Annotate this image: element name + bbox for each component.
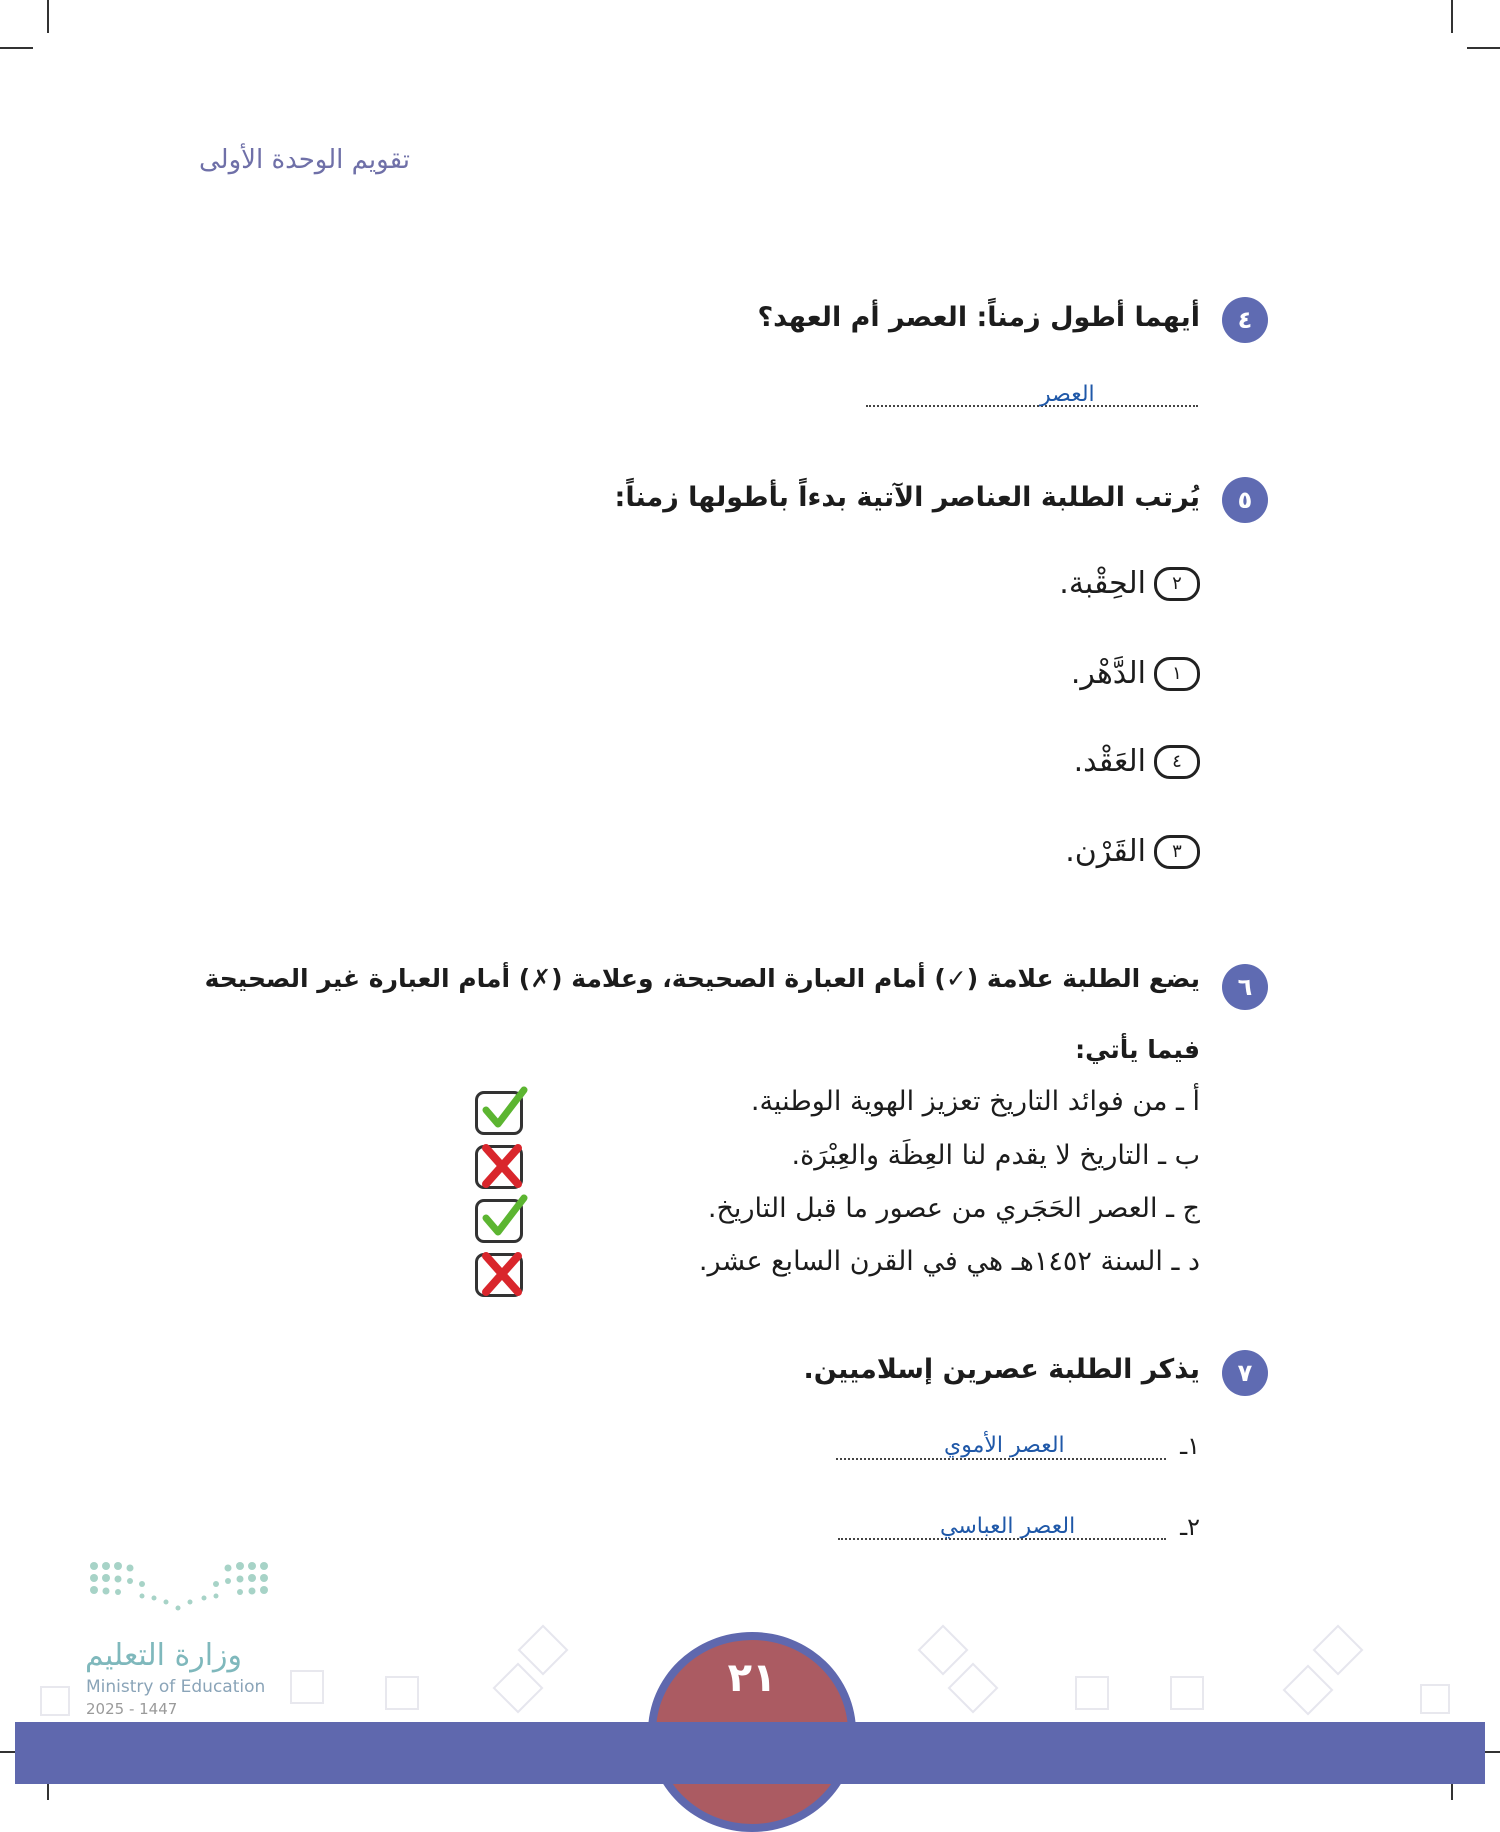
check-icon	[478, 1192, 530, 1244]
crop-mark	[1467, 47, 1500, 49]
crop-mark	[0, 47, 33, 49]
question-7-text: يذكر الطلبة عصرين إسلاميين.	[803, 1354, 1200, 1385]
question-7-badge: ٧	[1222, 1350, 1268, 1396]
question-6-text-continued: فيما يأتي:	[1075, 1035, 1200, 1064]
decorative-diamond	[1283, 1665, 1334, 1716]
decorative-diamond	[518, 1625, 569, 1676]
statement-d-checkbox[interactable]	[475, 1253, 523, 1297]
question-4-text: أيهما أطول زمناً: العصر أم العهد؟	[757, 302, 1200, 333]
crop-mark	[1451, 0, 1453, 33]
decorative-square	[290, 1670, 324, 1704]
q7-answer-1[interactable]: العصر الأموي	[944, 1433, 1065, 1458]
decorative-square	[385, 1676, 419, 1710]
order-item-label: الدَّهْر.	[1070, 656, 1146, 691]
check-icon	[478, 1084, 530, 1136]
question-5-text: يُرتب الطلبة العناصر الآتية بدءاً بأطولها زمناً:	[614, 482, 1200, 513]
q7-answer-1-line	[836, 1458, 1166, 1460]
order-item	[1071, 656, 1200, 691]
page-number: ٢١	[727, 1655, 777, 1701]
statement-a-checkbox[interactable]	[475, 1091, 523, 1135]
decorative-square	[1420, 1684, 1450, 1714]
ministry-name-arabic: وزارة التعليم	[85, 1638, 243, 1673]
q7-answer-2[interactable]: العصر العباسي	[940, 1514, 1076, 1539]
order-item	[1059, 566, 1200, 601]
order-number-input[interactable]: ٢	[1154, 567, 1200, 601]
decorative-square	[1170, 1676, 1204, 1710]
decorative-diamond	[948, 1663, 999, 1714]
order-item	[1065, 834, 1200, 869]
decorative-diamond	[1313, 1625, 1364, 1676]
bottom-band	[15, 1722, 1485, 1784]
q4-answer[interactable]: العصر	[1040, 382, 1095, 407]
q7-answer-1-label: ١ـ	[1180, 1432, 1200, 1460]
order-number-input[interactable]: ٤	[1154, 745, 1200, 779]
question-4-badge: ٤	[1222, 297, 1268, 343]
statement-c-checkbox[interactable]	[475, 1199, 523, 1243]
order-number-input[interactable]: ١	[1154, 657, 1200, 691]
question-6-badge: ٦	[1222, 964, 1268, 1010]
q7-answer-2-label: ٢ـ	[1180, 1513, 1200, 1541]
order-number-input[interactable]: ٣	[1154, 835, 1200, 869]
q4-answer-line	[866, 405, 1198, 407]
ministry-name-english: Ministry of Education	[86, 1677, 266, 1697]
crop-mark	[47, 0, 49, 33]
statement-c: ج ـ العصر الحَجَري من عصور ما قبل التاريخ.	[707, 1193, 1200, 1224]
ministry-logo-icon	[88, 1560, 270, 1620]
order-item	[1074, 744, 1200, 779]
cross-icon	[478, 1138, 530, 1190]
statement-d: د ـ السنة ١٤٥٢هـ هي في القرن السابع عشر.	[698, 1246, 1200, 1277]
statement-b: ب ـ التاريخ لا يقدم لنا العِظَة والعِبْرَة.	[791, 1140, 1200, 1171]
cross-icon	[478, 1246, 530, 1298]
ministry-year: 2025 - 1447	[86, 1700, 178, 1718]
order-item-label: القَرْن.	[1065, 834, 1146, 869]
statement-b-checkbox[interactable]	[475, 1145, 523, 1189]
order-item-label: العَقْد.	[1073, 744, 1146, 779]
decorative-diamond	[493, 1663, 544, 1714]
decorative-diamond	[918, 1625, 969, 1676]
question-5-badge: ٥	[1222, 477, 1268, 523]
order-item-label: الحِقْبة.	[1059, 566, 1146, 601]
decorative-square	[1075, 1676, 1109, 1710]
decorative-square	[40, 1686, 70, 1716]
question-6-text: يضع الطلبة علامة (✓) أمام العبارة الصحيحة، وعلامة (✗) أمام العبارة غير الصحيحة	[204, 964, 1200, 993]
statement-a: أ ـ من فوائد التاريخ تعزيز الهوية الوطنية.	[750, 1086, 1200, 1117]
unit-review-title: تقويم الوحدة الأولى	[198, 145, 410, 175]
